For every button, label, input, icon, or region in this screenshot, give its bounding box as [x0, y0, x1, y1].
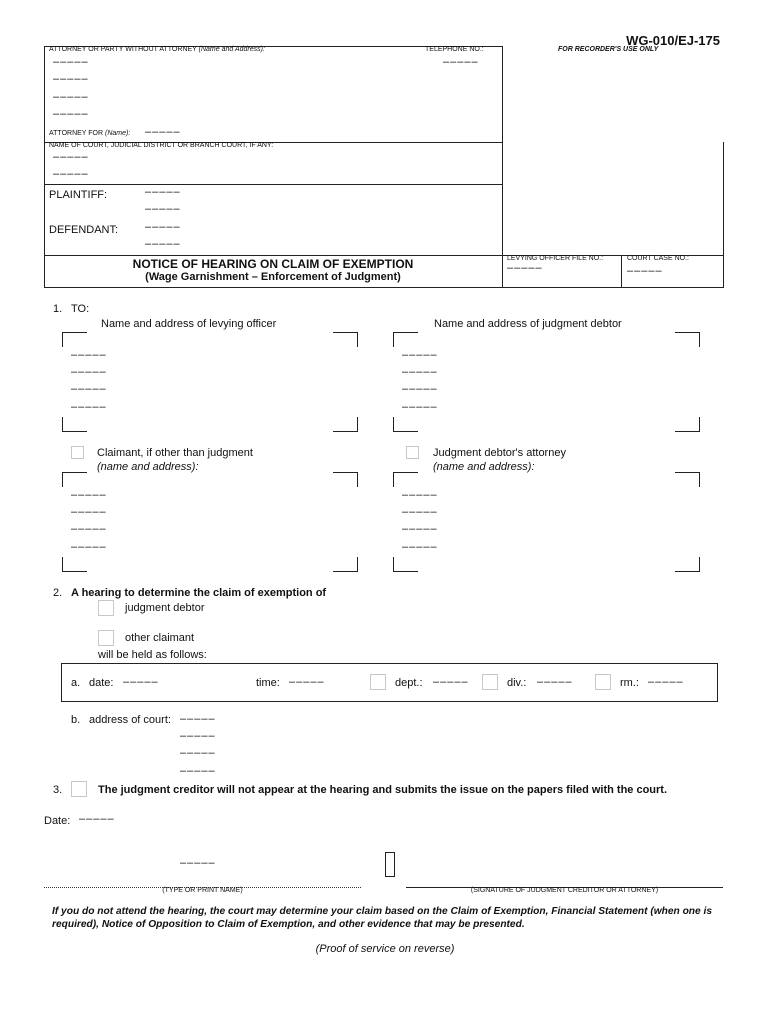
court-line-2[interactable]: –––––: [53, 168, 89, 180]
section1-number: 1.: [53, 303, 63, 315]
telephone-label: TELEPHONE NO.:: [425, 46, 484, 53]
item-a-label: a.: [71, 677, 81, 689]
bracket-corner: [333, 472, 358, 487]
recorder-label: FOR RECORDER'S USE ONLY: [558, 46, 659, 53]
levying-file-label: LEVYING OFFICER FILE NO.:: [507, 255, 604, 262]
dept-value[interactable]: –––––: [433, 676, 469, 688]
section2-heading: A hearing to determine the claim of exemption of: [71, 587, 327, 599]
date-signed-label: Date:: [44, 815, 71, 827]
debtor-attorney-line-1[interactable]: –––––: [402, 489, 438, 501]
warning-text: If you do not attend the hearing, the court may determine your claim based on the Claim of Exemption, Financial Statement (when one is required), Notice of Opposition to Claim of Exemption, and other evidence that may be presented.: [52, 906, 713, 930]
court-address-line-4[interactable]: –––––: [180, 765, 216, 777]
case-no-value[interactable]: –––––: [627, 265, 663, 277]
form-title: NOTICE OF HEARING ON CLAIM OF EXEMPTION: [132, 257, 414, 271]
header-right-border: [723, 142, 724, 287]
defendant-label: DEFENDANT:: [49, 224, 119, 236]
judgment-debtor-checkbox[interactable]: [98, 600, 114, 616]
no-appearance-checkbox[interactable]: [71, 781, 87, 797]
judgment-debtor-line-4[interactable]: –––––: [402, 401, 438, 413]
other-claimant-option: other claimant: [125, 632, 195, 644]
no-appearance-text: The judgment creditor will not appear at the hearing and submits the issue on the papers filed with the court.: [98, 784, 668, 796]
bracket-corner: [62, 557, 87, 572]
claimant-line-4[interactable]: –––––: [71, 541, 107, 553]
judgment-debtor-line-1[interactable]: –––––: [402, 349, 438, 361]
levying-officer-line-2[interactable]: –––––: [71, 366, 107, 378]
held-as-text: will be held as follows:: [98, 649, 207, 661]
attorney-for-value[interactable]: –––––: [145, 126, 181, 138]
hearing-time-value[interactable]: –––––: [289, 676, 325, 688]
claimant-line-1[interactable]: –––––: [71, 489, 107, 501]
div-checkbox[interactable]: [482, 674, 498, 690]
debtor-attorney-line-3[interactable]: –––––: [402, 523, 438, 535]
claimant-line-2[interactable]: –––––: [71, 506, 107, 518]
date-signed-value[interactable]: –––––: [79, 813, 115, 825]
bracket-corner: [393, 417, 418, 432]
court-label: NAME OF COURT, JUDICIAL DISTRICT OR BRANCH COURT, IF ANY:: [49, 142, 274, 149]
bracket-corner: [675, 472, 700, 487]
bracket-corner: [333, 417, 358, 432]
bracket-corner: [333, 557, 358, 572]
other-claimant-checkbox[interactable]: [98, 630, 114, 646]
court-line-1[interactable]: –––––: [53, 151, 89, 163]
signature-caption: (SIGNATURE OF JUDGMENT CREDITOR OR ATTORNEY): [470, 887, 659, 894]
rm-label: rm.:: [620, 677, 639, 689]
debtor-attorney-line-4[interactable]: –––––: [402, 541, 438, 553]
levying-officer-heading: Name and address of levying officer: [101, 318, 277, 330]
plaintiff-line-2[interactable]: –––––: [145, 203, 181, 215]
div-label: div.:: [507, 677, 527, 689]
debtor-attorney-label: Judgment debtor's attorney: [433, 447, 566, 459]
court-address-label: address of court:: [89, 714, 171, 726]
attorney-line-2[interactable]: –––––: [53, 73, 89, 85]
date-label: date:: [89, 677, 114, 689]
judgment-debtor-line-3[interactable]: –––––: [402, 383, 438, 395]
bracket-corner: [393, 557, 418, 572]
claimant-checkbox[interactable]: [71, 446, 84, 459]
debtor-attorney-line-2[interactable]: –––––: [402, 506, 438, 518]
court-address-line-3[interactable]: –––––: [180, 747, 216, 759]
judgment-debtor-option: judgment debtor: [125, 602, 205, 614]
time-label: time:: [256, 677, 280, 689]
plaintiff-label: PLAINTIFF:: [49, 189, 108, 201]
claimant-label: Claimant, if other than judgment: [97, 447, 253, 459]
telephone-value[interactable]: –––––: [443, 56, 479, 68]
attorney-line-1[interactable]: –––––: [53, 56, 89, 68]
judgment-debtor-line-2[interactable]: –––––: [402, 366, 438, 378]
bracket-corner: [62, 332, 87, 347]
rm-checkbox[interactable]: [595, 674, 611, 690]
header-bottom-border: [44, 287, 724, 288]
claimant-line-3[interactable]: –––––: [71, 523, 107, 535]
div-value[interactable]: –––––: [537, 676, 573, 688]
bracket-corner: [675, 417, 700, 432]
bracket-corner: [62, 472, 87, 487]
bracket-corner: [675, 332, 700, 347]
defendant-line-2[interactable]: –––––: [145, 238, 181, 250]
levying-officer-line-1[interactable]: –––––: [71, 349, 107, 361]
levying-file-value[interactable]: –––––: [507, 262, 543, 274]
attorney-label: ATTORNEY OR PARTY WITHOUT ATTORNEY (Name and Address):: [49, 46, 265, 53]
court-address-line-1[interactable]: –––––: [180, 713, 216, 725]
levying-officer-line-3[interactable]: –––––: [71, 383, 107, 395]
section3-number: 3.: [53, 784, 63, 796]
header-mid-border: [502, 46, 503, 287]
debtor-attorney-label-2: (name and address):: [433, 461, 535, 473]
claimant-label-2: (name and address):: [97, 461, 199, 473]
header-case-divider: [621, 255, 622, 287]
bracket-corner: [333, 332, 358, 347]
form-number: WG-010/EJ-175: [626, 33, 720, 48]
type-name-value[interactable]: –––––: [180, 857, 216, 869]
case-no-label: COURT CASE NO.:: [627, 255, 689, 262]
judgment-debtor-heading: Name and address of judgment debtor: [434, 318, 622, 330]
attorney-line-4[interactable]: –––––: [53, 108, 89, 120]
dept-label: dept.:: [395, 677, 423, 689]
header-left-border: [44, 46, 45, 287]
header-party-divider: [44, 184, 502, 185]
header-title-divider: [44, 255, 724, 256]
defendant-line-1[interactable]: –––––: [145, 221, 181, 233]
item-b-label: b.: [71, 714, 81, 726]
hearing-date-value[interactable]: –––––: [123, 676, 159, 688]
bracket-corner: [675, 557, 700, 572]
signature-field-icon[interactable]: [385, 852, 395, 877]
debtor-attorney-checkbox[interactable]: [406, 446, 419, 459]
plaintiff-line-1[interactable]: –––––: [145, 186, 181, 198]
bracket-corner: [393, 332, 418, 347]
attorney-for-label: ATTORNEY FOR (Name):: [49, 130, 131, 137]
form-subtitle: (Wage Garnishment – Enforcement of Judgment): [145, 271, 401, 283]
rm-value[interactable]: –––––: [648, 676, 684, 688]
section2-number: 2.: [53, 587, 63, 599]
levying-officer-line-4[interactable]: –––––: [71, 401, 107, 413]
court-address-line-2[interactable]: –––––: [180, 730, 216, 742]
bracket-corner: [393, 472, 418, 487]
section1-to: TO:: [71, 303, 90, 315]
proof-of-service-note: (Proof of service on reverse): [315, 943, 455, 955]
dept-checkbox[interactable]: [370, 674, 386, 690]
type-name-caption: (TYPE OR PRINT NAME): [162, 887, 243, 894]
attorney-line-3[interactable]: –––––: [53, 91, 89, 103]
bracket-corner: [62, 417, 87, 432]
